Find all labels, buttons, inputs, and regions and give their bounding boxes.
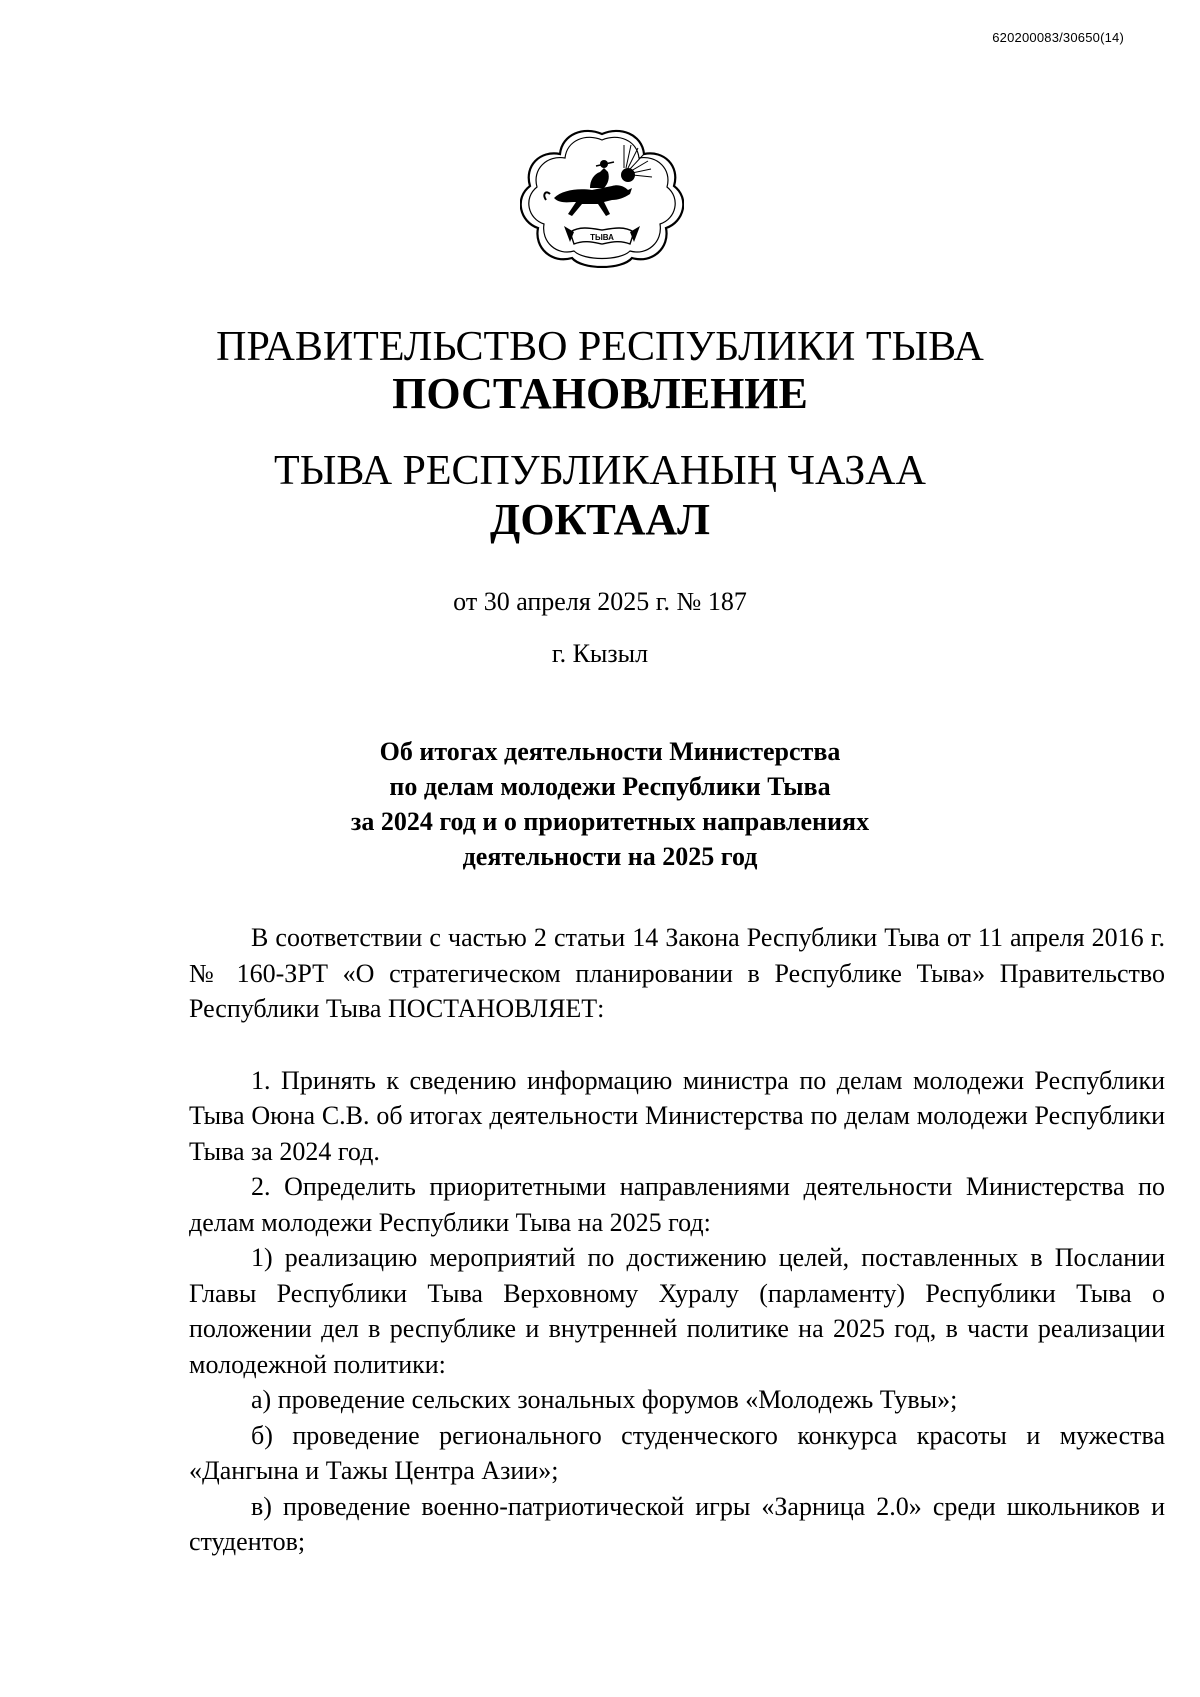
tuva-coat-of-arms-icon	[520, 128, 684, 268]
title-line: за 2024 год и о приоритетных направлениях	[350, 807, 870, 836]
emblem-inscription: ТЫВА	[590, 233, 614, 242]
title-line: деятельности на 2025 год	[462, 842, 758, 871]
clause-paragraph: 2. Определить приоритетными направлениями деятельности Министерства по делам молодежи Республики Тыва на 2025 год:	[189, 1172, 1165, 1237]
title-line: по делам молодежи Республики Тыва	[389, 772, 831, 801]
government-name-ru: ПРАВИТЕЛЬСТВО РЕСПУБЛИКИ ТЫВА	[216, 324, 984, 370]
decree-body	[189, 920, 1165, 1560]
clause-paragraph: а) проведение сельских зональных форумов «Молодежь Тувы»;	[251, 1385, 958, 1414]
clause-paragraph: 1. Принять к сведению информацию министра по делам молодежи Республики Тыва Оюна С.В. об итогах деятельности Министерства по делам молодежи Республики Тыва за 2024 год.	[189, 1065, 1165, 1166]
decree-type-ru: ПОСТАНОВЛЕНИЕ	[392, 369, 808, 418]
decree-title	[330, 734, 890, 874]
preamble-paragraph: В соответствии с частью 2 статьи 14 Закона Республики Тыва от 11 апреля 2016 г. № 160-ЗРТ «О стратегическом планировании в Республике Тыва» Правительство Республики Тыва ПОСТАНОВЛЯЕТ:	[189, 923, 1165, 1023]
title-line: Об итогах деятельности Министерства	[379, 737, 841, 766]
clause-paragraph: в) проведение военно-патриотической игры «Зарница 2.0» среди школьников и студентов;	[189, 1491, 1165, 1556]
decree-city: г. Кызыл	[551, 639, 649, 668]
decree-type-tyv: ДОКТААЛ	[490, 495, 710, 544]
document-code: 620200083/30650(14)	[992, 30, 1124, 45]
clause-paragraph: б) проведение регионального студенческого конкурса красоты и мужества «Дангына и Тажы Центра Азии»;	[189, 1420, 1165, 1485]
clause-paragraph: 1) реализацию мероприятий по достижению целей, поставленных в Послании Главы Республики Тыва Верховному Хуралу (парламенту) Республики Тыва о положении дел в республике и внутренней политике на 2025 год, в части реализации молодежной политики:	[189, 1243, 1165, 1379]
government-name-tyv: ТЫВА РЕСПУБЛИКАНЫҢ ЧАЗАА	[274, 448, 926, 494]
decree-date-number: от 30 апреля 2025 г. № 187	[453, 587, 747, 616]
